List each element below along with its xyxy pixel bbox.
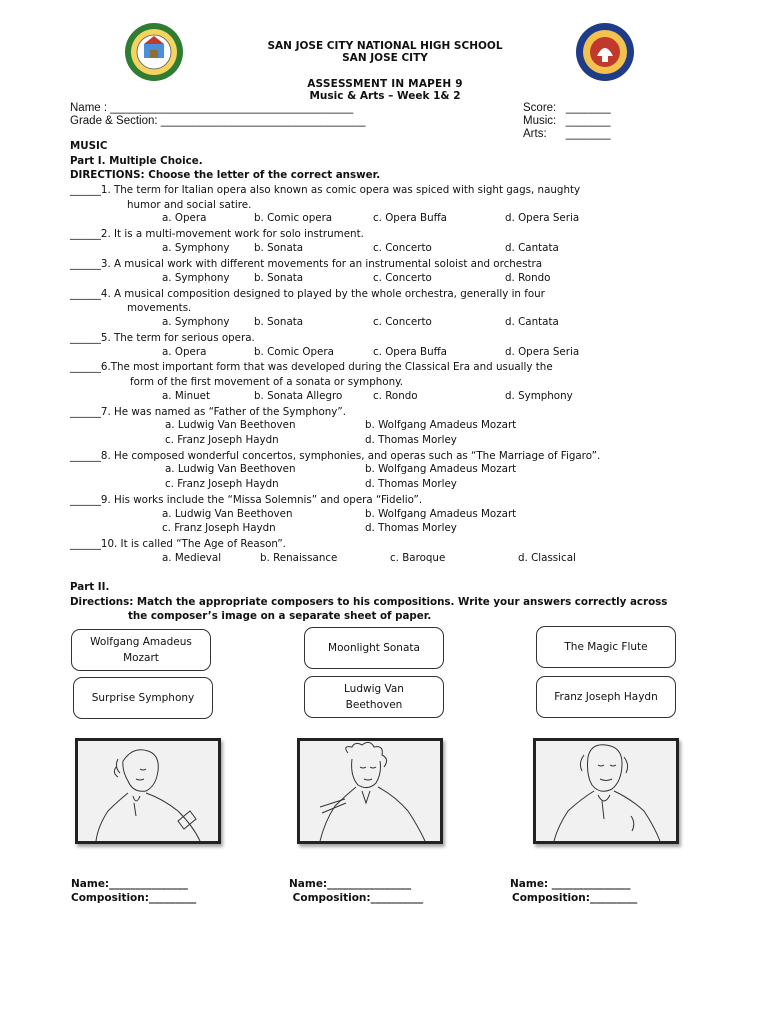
option[interactable]: b. Sonata [254,316,304,328]
part2-directions-line2: the composer’s image on a separate sheet of paper. [128,610,432,622]
question-4-cont: movements. [127,302,192,314]
directions-text: Choose the letter of the correct answer. [144,169,381,181]
option[interactable]: b. Comic opera [254,212,333,224]
box-magic-flute-label: The Magic Flute [564,641,648,653]
portrait-1 [75,738,221,844]
box-mozart-line1: Wolfgang Amadeus [90,636,192,648]
option[interactable]: d. Thomas Morley [365,478,457,490]
option[interactable]: c. Franz Joseph Haydn [162,522,276,534]
option[interactable]: c. Concerto [373,316,432,328]
question-7: ______7. He was named as “Father of the Symphony”. [70,406,346,418]
option[interactable]: b. Sonata [254,242,304,254]
box-magic-flute[interactable] [536,626,676,668]
portrait-sketch-2-icon [300,741,440,841]
option[interactable]: d. Thomas Morley [365,522,457,534]
option[interactable]: b. Wolfgang Amadeus Mozart [365,508,517,520]
option[interactable]: d. Cantata [505,316,559,328]
box-surprise-label: Surprise Symphony [91,692,195,704]
option[interactable]: d. Rondo [505,272,551,284]
question-2: ______2. It is a multi-movement work for solo instrument. [70,228,364,240]
portrait-sketch-1-icon [78,741,218,841]
box-beethoven-line2: Beethoven [345,699,403,711]
school-name: SAN JOSE CITY NATIONAL HIGH SCHOOL [267,40,503,52]
box-mozart[interactable] [71,629,211,671]
question-9: ______9. His works include the “Missa Solemnis” and opera “Fidelio”. [70,494,423,506]
portrait-2 [297,738,443,844]
assessment-header [200,78,570,102]
question-8: ______8. He composed wonderful concertos, symphonies, and operas such as “The Marriage of Figaro”. [70,450,601,462]
option[interactable]: a. Ludwig Van Beethoven [165,419,296,431]
part1-directions [70,168,380,182]
option[interactable]: c. Rondo [373,390,418,402]
option[interactable]: a. Opera [162,212,207,224]
music-heading: MUSIC [70,140,108,152]
assessment-subtitle: Music & Arts – Week 1& 2 [309,90,461,102]
option[interactable]: c. Concerto [373,272,432,284]
box-haydn-label: Franz Joseph Haydn [554,691,658,703]
option[interactable]: c. Baroque [390,552,446,564]
option[interactable]: c. Opera Buffa [373,346,447,358]
option[interactable]: d. Cantata [505,242,559,254]
school-seal-left-icon [124,22,184,82]
answer-name-2[interactable]: Name:________________ [289,878,412,890]
question-6-cont: form of the first movement of a sonata or symphony. [130,376,403,388]
music-score-field[interactable]: Music: _______ [523,115,611,127]
part2-title: Part II. [70,581,110,593]
option[interactable]: a. Symphony [162,272,230,284]
option[interactable]: d. Thomas Morley [365,434,457,446]
question-5: ______5. The term for serious opera. [70,332,255,344]
option[interactable]: b. Sonata Allegro [254,390,343,402]
school-city: SAN JOSE CITY [342,52,428,64]
answer-name-3[interactable]: Name: _______________ [510,878,631,890]
answer-composition-3[interactable]: Composition:_________ [512,892,638,904]
question-1-cont: humor and social satire. [127,199,252,211]
question-10: ______10. It is called “The Age of Reason”. [70,538,286,550]
name-field[interactable]: Name : ______________________________________ [70,102,354,114]
answer-composition-1[interactable]: Composition:_________ [71,892,197,904]
answer-composition-2[interactable]: Composition:__________ [289,892,424,904]
box-mozart-line2: Mozart [123,652,159,664]
option[interactable]: a. Minuet [162,390,211,402]
box-surprise-symphony[interactable] [73,677,213,719]
portrait-3 [533,738,679,844]
option[interactable]: b. Sonata [254,272,304,284]
question-4: ______4. A musical composition designed to played by the whole orchestra, generally in four [70,288,545,300]
option[interactable]: d. Classical [518,552,576,564]
option[interactable]: a. Ludwig Van Beethoven [162,508,293,520]
directions-label: DIRECTIONS: [70,169,145,181]
option[interactable]: d. Opera Seria [505,212,580,224]
option[interactable]: a. Symphony [162,316,230,328]
option[interactable]: c. Franz Joseph Haydn [165,478,279,490]
box-haydn[interactable] [536,676,676,718]
assessment-title: ASSESSMENT IN MAPEH 9 [307,78,463,90]
option[interactable]: b. Comic Opera [254,346,334,358]
part2-directions-line1: Directions: Match the appropriate composers to his compositions. Write your answers correctly across [70,596,668,608]
question-1: ______1. The term for Italian opera also known as comic opera was spiced with sight gags, naughty [70,184,581,196]
option[interactable]: b. Wolfgang Amadeus Mozart [365,419,517,431]
answer-name-1[interactable]: Name:_______________ [71,878,188,890]
grade-section-field[interactable]: Grade & Section: ________________________________ [70,115,366,127]
option[interactable]: b. Renaissance [260,552,338,564]
option[interactable]: b. Wolfgang Amadeus Mozart [365,463,517,475]
option[interactable]: c. Franz Joseph Haydn [165,434,279,446]
option[interactable]: c. Opera Buffa [373,212,447,224]
part1-title: Part I. Multiple Choice. [70,155,203,167]
option[interactable]: a. Symphony [162,242,230,254]
option[interactable]: d. Symphony [505,390,573,402]
option[interactable]: a. Ludwig Van Beethoven [165,463,296,475]
box-beethoven[interactable] [304,676,444,718]
box-moonlight-label: Moonlight Sonata [328,642,420,654]
option[interactable]: d. Opera Seria [505,346,580,358]
score-field[interactable]: Score: _______ [523,102,611,114]
arts-score-field[interactable]: Arts: _______ [523,128,611,140]
question-6: ______6.The most important form that was developed during the Classical Era and usually the [70,361,553,373]
school-header [200,40,570,64]
box-beethoven-line1: Ludwig Van [344,683,404,695]
box-moonlight-sonata[interactable] [304,627,444,669]
portrait-sketch-3-icon [536,741,676,841]
option[interactable]: a. Opera [162,346,207,358]
option[interactable]: c. Concerto [373,242,432,254]
question-3: ______3. A musical work with different movements for an instrumental soloist and orchestra [70,258,543,270]
school-seal-right-icon [575,22,635,82]
option[interactable]: a. Medieval [162,552,222,564]
